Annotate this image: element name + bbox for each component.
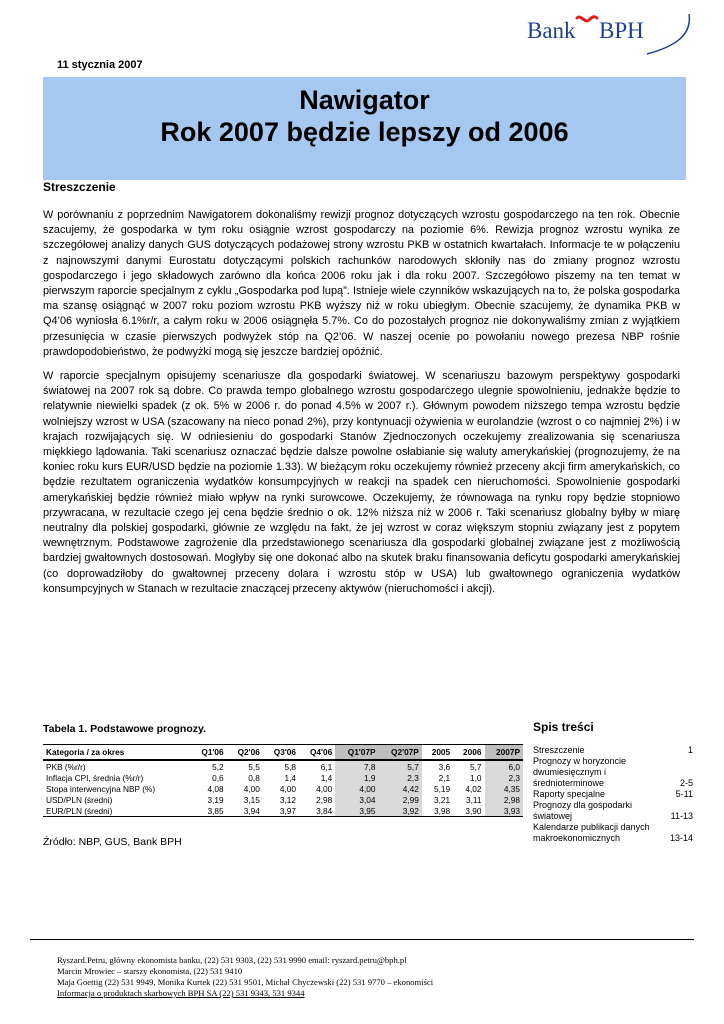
toc-item-page: 2-5 (679, 778, 693, 788)
table-cell: 5,5 (248, 761, 260, 772)
table-cell: 0,6 (212, 772, 224, 783)
bank-bph-logo (527, 14, 692, 54)
table-row (43, 760, 523, 772)
table-cell: 6,0 (485, 760, 524, 772)
footer-contacts (57, 955, 433, 999)
table-cell: 3,84 (299, 805, 335, 817)
table-cell: 2,99 (379, 794, 422, 805)
table-cell: 0,8 (248, 772, 260, 783)
table-cell: 5,8 (284, 761, 297, 772)
page-title: Nawigator (299, 85, 430, 115)
forecast-table (43, 744, 523, 817)
table-row (43, 794, 523, 805)
summary-heading: Streszczenie (43, 180, 116, 194)
table-cell: 5,2 (212, 761, 224, 772)
table-cell: 4,08 (207, 783, 224, 794)
toc-item-page: 1 (687, 745, 693, 755)
table-cell: 3,6 (438, 761, 451, 772)
row-label: Stopa interwencyjna NBP (%) (46, 783, 156, 794)
header-cell: Q2'07P (379, 745, 422, 761)
summary-paragraph-2: W raporcie specjalnym opisujemy scenariusze dla gospodarki światowej. W scenariuszu bazowym perspektywy gospodarki światowej na 2007 rok są dobre. Co prawda tempo globalnego wzrostu gospodarczego ulegnie spowolnieniu, jednakże będzie to relatywnie niewielki spadek (z ok. 5% w 2006 r. do ponad 4.5% w 2007 r.). Głównym powodem niższego tempa wzrostu będzie wolniejszy wzrost w USA (szacowany na nieco ponad 2%), przy kontynuacji ożywienia w eurolandzie (wzrost o co najmniej 2%) i w krajach rozwijających się. W odniesieniu do gospodarki Stanów Zjednoczonych oczekujemy zrealizowania się scenariusza miękkiego lądowania. Taki scenariusz oznaczać będzie dalsze powolne osłabianie się waluty amerykańskiej (prognozujemy, że na koniec roku kurs EUR/USD będzie na poziomie 1.33). W bieżącym roku oczekujemy również przeceny akcji firm amerykańskich, co będzie rezultatem ograniczenia wydatków konsumpcyjnych w reakcji na spadek cen nieruchomości. Spowolnienie gospodarki amerykańskiej będzie również miało wpływ na rynki surowcowe. Oczekujemy, że równowaga na rynku ropy będzie stopniowo przywracana, w rezultacie czego jej cena będzie średnio o ok. 12% niższa niż w 2006 r. Taki scenariusz globalny byłby w miarę neutralny dla polskiej gospodarki, głównie ze względu na fakt, że jej wzrost w coraz większym stopniu związany jest z popytem wewnętrznym. Podstawowe zagrożenie dla przedstawionego scenariusza dla gospodarki globalnej związane jest z możliwością bardziej gwałtownych dostosowań. Mogłyby się one dokonać albo na skutek braku finansowania deficytu gospodarki amerykańskiej (co doprowadziłoby do gwałtownej przeceny dolara i wzrostu stóp w USA) lub gwałtownego ograniczenia wydatków konsumpcyjnych w Stanach w rezultacie znaczącej przeceny aktywów (nieruchomości i akcji). (43, 370, 680, 595)
title-banner (43, 77, 686, 180)
toc-item[interactable] (533, 756, 693, 789)
footer-divider (30, 939, 694, 940)
table-cell: 1,4 (284, 772, 297, 783)
table-cell: 3,90 (453, 805, 484, 817)
footer-line-2: Marcin Mrowiec – starszy ekonomista, (22) 531 9410 (57, 966, 243, 976)
table-cell: 3,85 (190, 805, 226, 817)
table-cell: 2,98 (316, 794, 333, 805)
table-cell: 5,19 (434, 783, 451, 794)
table-cell: 3,92 (379, 805, 422, 817)
table-cell: 2,98 (485, 794, 524, 805)
table-cell: 3,97 (263, 805, 299, 817)
table-cell: 4,35 (485, 783, 524, 794)
table-cell: 3,15 (243, 794, 260, 805)
table-cell: 2,3 (485, 772, 524, 783)
header-cell: Q2'06 (227, 745, 263, 761)
footer-line-1: Ryszard.Petru, główny ekonomista banku, (22) 531 9303, (22) 531 9990 email: ryszard.petru@bph.pl (57, 955, 407, 965)
table-row (43, 805, 523, 817)
table-cell: 1,0 (469, 772, 482, 783)
header-cell: 2007P (485, 745, 524, 761)
table-cell: 4,00 (335, 783, 378, 794)
logo-bank-text: Bank (527, 18, 576, 43)
toc-item-page: 13-14 (669, 833, 693, 843)
table-cell: 2,3 (379, 772, 422, 783)
table-of-contents (533, 745, 693, 844)
table-source: Źródło: NBP, GUS, Bank BPH (43, 836, 182, 848)
footer-products-link[interactable]: Informacja o produktach skarbowych BPH SA (22) 531 9343, 531 9344 (57, 988, 305, 998)
row-label: Inflacja CPI, średnia (%r/r) (46, 772, 144, 783)
table-cell: 3,98 (422, 805, 453, 817)
table-cell: 3,12 (279, 794, 297, 805)
table-row (43, 772, 523, 783)
header-cell: 2005 (422, 745, 453, 761)
table-cell: 4,00 (279, 783, 297, 794)
toc-item-label: Streszczenie (533, 745, 585, 755)
table-row (43, 783, 523, 794)
table-cell: 3,95 (335, 805, 378, 817)
table-cell: 1,4 (320, 772, 333, 783)
toc-item-label: Kalendarze publikacji danych makroekonomicznych (533, 822, 650, 843)
table-cell: 4,00 (316, 783, 333, 794)
header-cell: Q1'07P (335, 745, 378, 761)
table-cell: 3,04 (335, 794, 378, 805)
logo-arc-icon (527, 14, 695, 58)
report-date: 11 stycznia 2007 (57, 59, 143, 71)
table-cell: 4,42 (379, 783, 422, 794)
table-cell: 3,94 (227, 805, 263, 817)
table-header-row (43, 745, 523, 761)
table-cell: 4,00 (243, 783, 260, 794)
table-cell: 5,7 (379, 760, 422, 772)
page-subtitle: Rok 2007 będzie lepszy od 2006 (160, 117, 569, 147)
table-cell: 3,11 (465, 794, 482, 805)
table-cell: 1,9 (335, 772, 378, 783)
toc-item-label: Raporty specjalne (533, 789, 606, 799)
toc-title: Spis treści (533, 720, 594, 734)
toc-item-label: Prognozy w horyzoncie dwumiesięcznym i średnioterminowe (533, 756, 627, 788)
toc-item[interactable] (533, 745, 693, 756)
table-cell: 2,1 (438, 772, 451, 783)
table-title: Tabela 1. Podstawowe prognozy. (43, 723, 206, 735)
header-cell: Q3'06 (263, 745, 299, 761)
row-label: USD/PLN (średni) (46, 794, 113, 805)
table-cell: 4,02 (465, 783, 482, 794)
toc-item[interactable] (533, 822, 693, 844)
table-cell: 3,93 (485, 805, 524, 817)
table-cell: 3,19 (207, 794, 224, 805)
summary-paragraph-1: W porównaniu z poprzednim Nawigatorem dokonaliśmy rewizji prognoz dotyczących wzrostu gospodarczego na ten rok. Obecnie szacujemy, że gospodarka w tym roku osiągnie wzrost gospodarczy na poziomie 6%. Rewizja prognoz wzrostu wynika ze szczegółowej analizy danych GUS dotyczących podażowej strony wzrostu PKB w ostatnich kwartałach. Informacje te w połączeniu z najnowszymi danymi Eurostatu dotyczącymi polskich rachunków narodowych skłoniły nas do zmiany prognoz wzrostu gospodarczego i jego składowych zarówno dla końca 2006 roku jak i dla roku 2007. Szczegółowo piszemy na ten temat w pierwszym raporcie specjalnym z cyklu „Gospodarka pod lupą”. Istnieje wiele czynników wskazujących na to, że polska gospodarka ma szansę osiągnąć w 2007 roku poziom wzrostu PKB wyższy niż w roku ubiegłym. Obecnie szacujemy, że dynamika PKB w Q4’06 wyniosła 6.1%r/r, a całym roku w 2006 osiągnęła 5.7%. Co do pozostałych prognoz nie dokonywaliśmy zmian z wyjątkiem przesunięcia w czasie pierwszych podwyżek stóp na Q2’06. W naszej ocenie po powołaniu nowego prezesa NBP rośnie prawdopodobieństwo, że podwyżki mogą się jeszcze bardziej opóźnić. (43, 209, 680, 358)
toc-item-page: 5-11 (675, 789, 693, 799)
footer-line-3: Maja Goettig (22) 531 9949, Monika Kurtek (22) 531 9501, Michał Chyczewski (22) 531 9770 – ekonomiści (57, 977, 434, 987)
table-cell: 7,8 (335, 760, 378, 772)
header-cell: Kategoria / za okres (43, 745, 190, 761)
table-cell: 3,21 (434, 794, 451, 805)
table-cell: 6,1 (320, 761, 333, 772)
row-label: PKB (%r/r) (46, 761, 86, 772)
toc-item-page: 11-13 (670, 811, 693, 821)
row-label: EUR/PLN (średni) (43, 805, 190, 817)
toc-item[interactable] (533, 800, 693, 822)
toc-item[interactable] (533, 789, 693, 800)
header-cell: 2006 (453, 745, 484, 761)
header-cell: Q1'06 (190, 745, 226, 761)
header-cell: Q4'06 (299, 745, 335, 761)
logo-bph-text: BPH (599, 18, 644, 43)
toc-item-label: Prognozy dla gospodarki światowej (533, 800, 633, 821)
table-cell: 5,7 (469, 761, 482, 772)
